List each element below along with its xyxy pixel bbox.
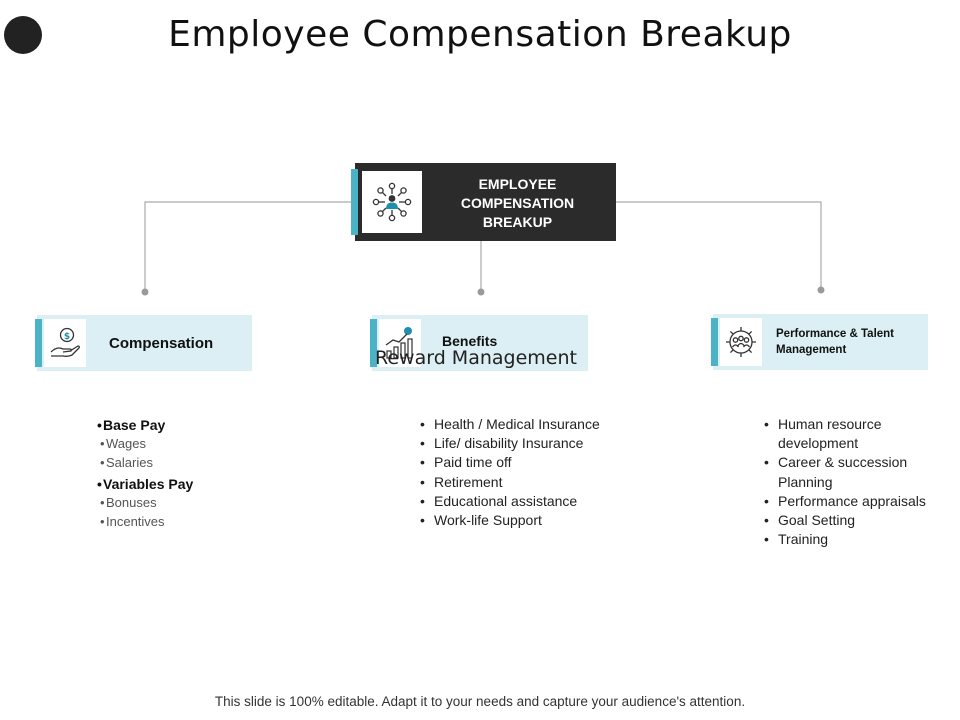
root-accent-bar	[351, 169, 358, 235]
performance-list	[764, 415, 954, 549]
employee-network-icon	[362, 171, 422, 233]
category-label-line: Performance & Talent	[776, 328, 895, 340]
list-heading: •Base Pay	[97, 417, 166, 433]
list-item: •Incentives	[100, 513, 165, 529]
category-label	[776, 314, 926, 370]
compensation-list	[97, 415, 297, 531]
connector-dot-right	[818, 287, 825, 294]
gear-team-icon	[720, 318, 762, 366]
list-item: • Educational assistance	[420, 492, 660, 511]
benefits-list	[420, 415, 660, 530]
category-label: Compensation	[109, 334, 214, 352]
root-label-line: BREAKUP	[482, 214, 553, 230]
root-label-line: COMPENSATION	[460, 195, 575, 211]
connector-left	[145, 202, 355, 292]
root-label-line: EMPLOYEE	[478, 176, 557, 192]
category-label: Benefits	[442, 333, 498, 349]
list-item: • Career & succession Planning	[764, 453, 954, 491]
svg-text:$: $	[63, 332, 71, 342]
connector-dot-left	[142, 289, 149, 296]
overlay-caption: Reward Management	[375, 347, 577, 369]
category-label-line: Management	[776, 344, 847, 356]
list-item: •Bonuses	[100, 495, 157, 510]
root-label	[435, 175, 600, 232]
list-item: • Health / Medical Insurance	[420, 415, 660, 434]
list-item: •Wages	[100, 436, 146, 451]
page-title: Employee Compensation Breakup	[168, 14, 792, 55]
list-item: • Paid time off	[420, 453, 660, 472]
connector-right	[616, 202, 821, 290]
root-node	[355, 163, 616, 241]
footer-note: This slide is 100% editable. Adapt it to your needs and capture your audience's attention.	[214, 694, 746, 709]
connector-dot-center	[478, 289, 485, 296]
hand-money-icon	[44, 319, 86, 367]
list-item: • Work-life Support	[420, 511, 660, 530]
category-performance-talent	[713, 314, 928, 370]
list-item: • Human resource development	[764, 415, 954, 453]
category-accent-bar	[711, 318, 718, 366]
list-item: • Life/ disability Insurance	[420, 434, 660, 453]
category-compensation	[37, 315, 252, 371]
list-item: •Salaries	[100, 454, 153, 470]
list-item: • Retirement	[420, 473, 660, 492]
category-accent-bar	[35, 319, 42, 367]
list-item: • Goal Setting	[764, 511, 954, 530]
list-item: • Performance appraisals	[764, 492, 954, 511]
list-item: • Training	[764, 530, 954, 549]
list-heading: •Variables Pay	[97, 476, 194, 492]
